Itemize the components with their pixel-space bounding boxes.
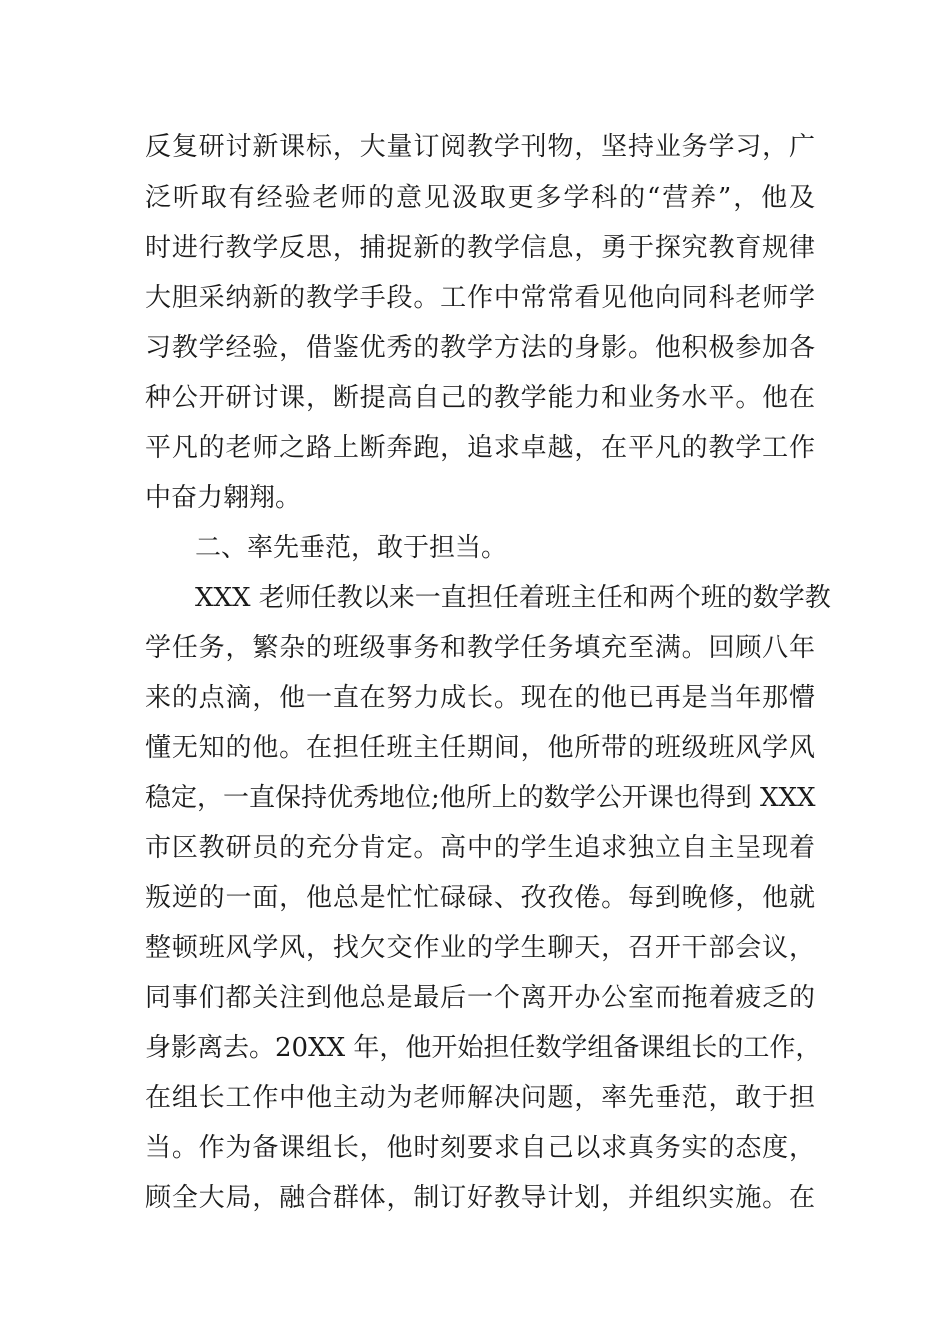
text-line: 来的点滴，他一直在努力成长。现在的他已再是当年那懵	[145, 683, 815, 713]
text-line: 顾全大局，融合群体，制订好教导计划，并组织实施。在	[145, 1183, 815, 1213]
text-line: 稳定，一直保持优秀地位;他所上的数学公开课也得到 XXX	[145, 783, 816, 813]
text-line: 当。作为备课组长，他时刻要求自己以求真务实的态度，	[145, 1133, 815, 1163]
text-line: 学任务，繁杂的班级事务和教学任务填充至满。回顾八年	[145, 633, 815, 663]
text-line: 反复研讨新课标，大量订阅教学刊物，坚持业务学习，广	[145, 132, 815, 162]
text-line: 平凡的老师之路上断奔跑，追求卓越，在平凡的教学工作	[145, 433, 815, 463]
text-line: 整顿班风学风，找欠交作业的学生聊天，召开干部会议，	[145, 933, 815, 963]
text-line: 在组长工作中他主动为老师解决问题，率先垂范，敢于担	[145, 1083, 815, 1113]
text-line: 时进行教学反思，捕捉新的教学信息，勇于探究教育规律	[145, 233, 815, 263]
text-line: 习教学经验，借鉴优秀的教学方法的身影。他积极参加各	[145, 333, 815, 363]
text-line: 同事们都关注到他总是最后一个离开办公室而拖着疲乏的	[145, 983, 815, 1013]
section-heading: 二、率先垂范，敢于担当。	[195, 533, 508, 563]
text-line: 身影离去。20XX 年，他开始担任数学组备课组长的工作，	[145, 1033, 822, 1063]
text-line: XXX 老师任教以来一直担任着班主任和两个班的数学教	[195, 583, 831, 613]
text-line: 泛听取有经验老师的意见汲取更多学科的“营养”，他及	[145, 183, 815, 213]
text-line: 叛逆的一面，他总是忙忙碌碌、孜孜倦。每到晚修，他就	[145, 883, 815, 913]
text-line: 大胆采纳新的教学手段。工作中常常看见他向同科老师学	[145, 283, 815, 313]
text-line: 种公开研讨课，断提高自己的教学能力和业务水平。他在	[145, 383, 815, 413]
text-line: 中奋力翱翔。	[145, 483, 302, 513]
text-line: 懂无知的他。在担任班主任期间，他所带的班级班风学风	[145, 733, 815, 763]
text-line: 市区教研员的充分肯定。高中的学生追求独立自主呈现着	[145, 833, 815, 863]
